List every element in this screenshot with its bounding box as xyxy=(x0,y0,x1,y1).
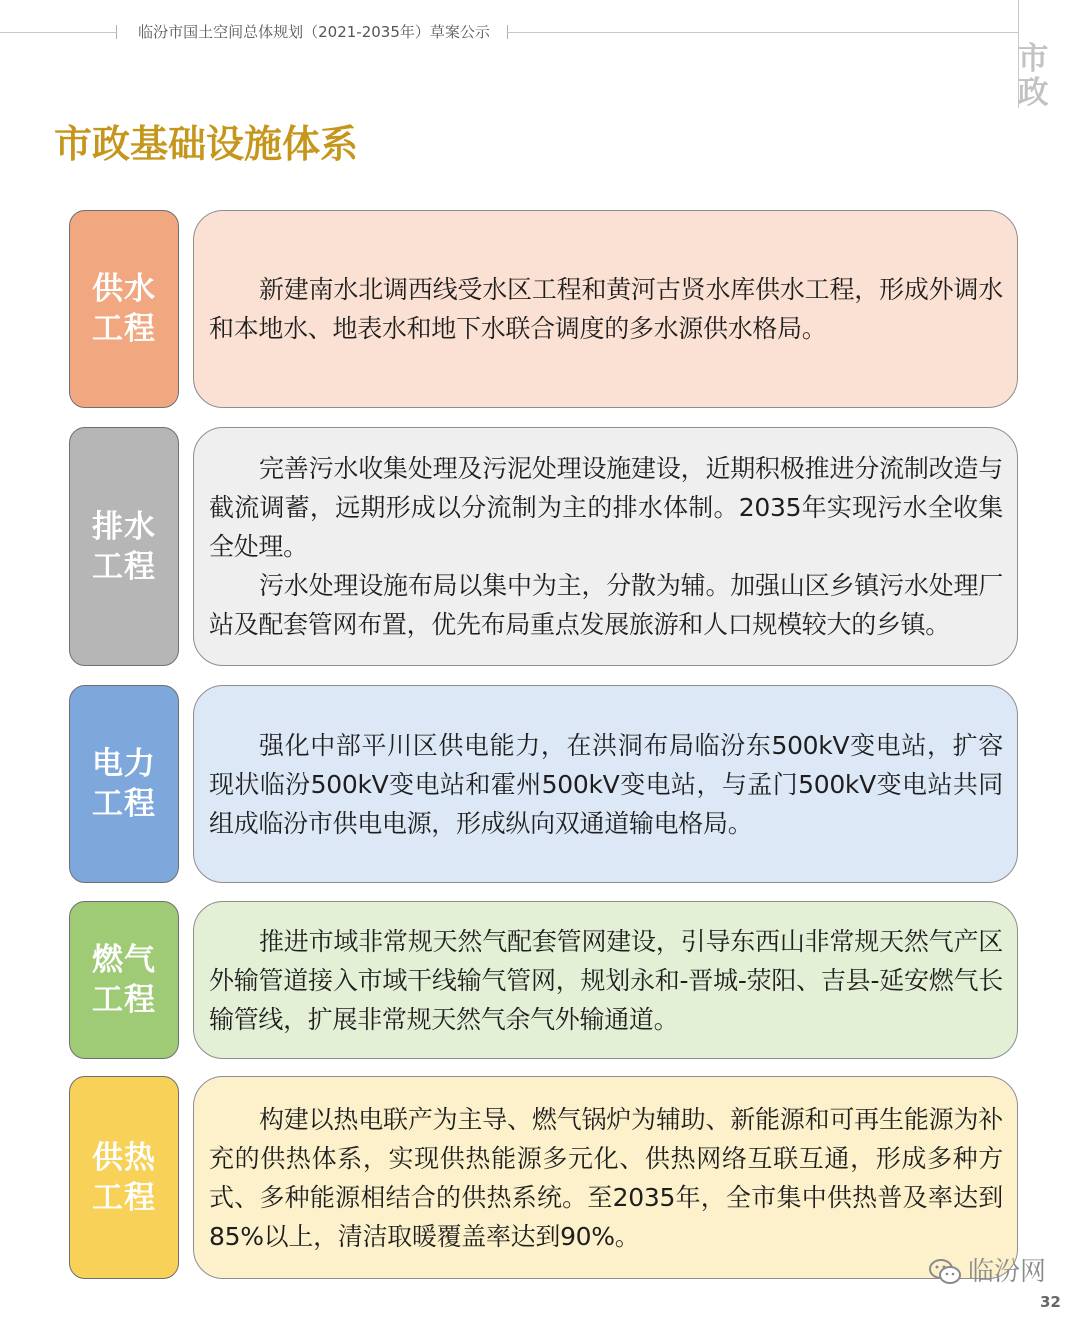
section-box-power xyxy=(193,685,1018,883)
section-label-text: 燃气工程 xyxy=(92,942,156,1018)
section-label-gas xyxy=(69,901,179,1059)
section-box-water-supply xyxy=(193,210,1018,408)
header-rule-right xyxy=(508,32,1018,33)
watermark xyxy=(928,1255,1046,1289)
section-paragraph: 强化中部平川区供电能力，在洪洞布局临汾东500kV变电站，扩容现状临汾500kV变电站和霍州500kV变电站，与孟门500kV变电站共同组成临汾市供电电源，形成纵向双通道输电格局。 xyxy=(209,730,1003,838)
section-label-text: 供热工程 xyxy=(92,1139,156,1216)
section-label-power xyxy=(69,685,179,883)
section-paragraph: 污水处理设施布局以集中为主，分散为辅。加强山区乡镇污水处理厂站及配套管网布置，优先布局重点发展旅游和人口规模较大的乡镇。 xyxy=(209,571,1003,639)
watermark-text: 临汾网 xyxy=(968,1257,1047,1287)
section-paragraph: 构建以热电联产为主导、燃气锅炉为辅助、新能源和可再生能源为补充的供热体系，实现供热能源多元化、供热网络互联互通，形成多种方式、多种能源相结合的供热系统。至2035年，全市集中供热普及率达到85%以上，清洁取暖覆盖率达到90%。 xyxy=(209,1104,1003,1251)
header-rule-left xyxy=(0,32,116,33)
section-label-drainage xyxy=(69,427,179,666)
section-box-drainage xyxy=(193,427,1018,666)
section-paragraph: 推进市域非常规天然气配套管网建设，引导东西山非常规天然气产区外输管道接入市域干线输气管网，规划永和-晋城-荥阳、吉县-延安燃气长输管线，扩展非常规天然气余气外输通道。 xyxy=(209,926,1003,1034)
section-label-text: 电力工程 xyxy=(92,746,156,822)
section-label-text: 排水工程 xyxy=(92,508,156,585)
wechat-icon xyxy=(928,1258,962,1286)
section-label-water-supply xyxy=(69,210,179,408)
section-paragraph: 完善污水收集处理及污泥处理设施建设，近期积极推进分流制改造与截流调蓄，远期形成以分流制为主的排水体制。2035年实现污水全收集全处理。 xyxy=(209,454,1003,561)
section-box-gas xyxy=(193,901,1018,1059)
section-paragraph: 新建南水北调西线受水区工程和黄河古贤水库供水工程，形成外调水和本地水、地表水和地下水联合调度的多水源供水格局。 xyxy=(209,275,1003,343)
side-section-tag: 市政 xyxy=(1017,41,1049,111)
header-tick-left xyxy=(116,25,117,39)
section-box-heating xyxy=(193,1076,1018,1279)
section-label-heating xyxy=(69,1076,179,1279)
header-title: 临汾市国土空间总体规划（2021-2035年）草案公示 xyxy=(138,23,490,41)
page-number: 32 xyxy=(1040,1293,1061,1311)
page-title: 市政基础设施体系 xyxy=(54,122,359,166)
section-label-text: 供水工程 xyxy=(92,271,156,347)
